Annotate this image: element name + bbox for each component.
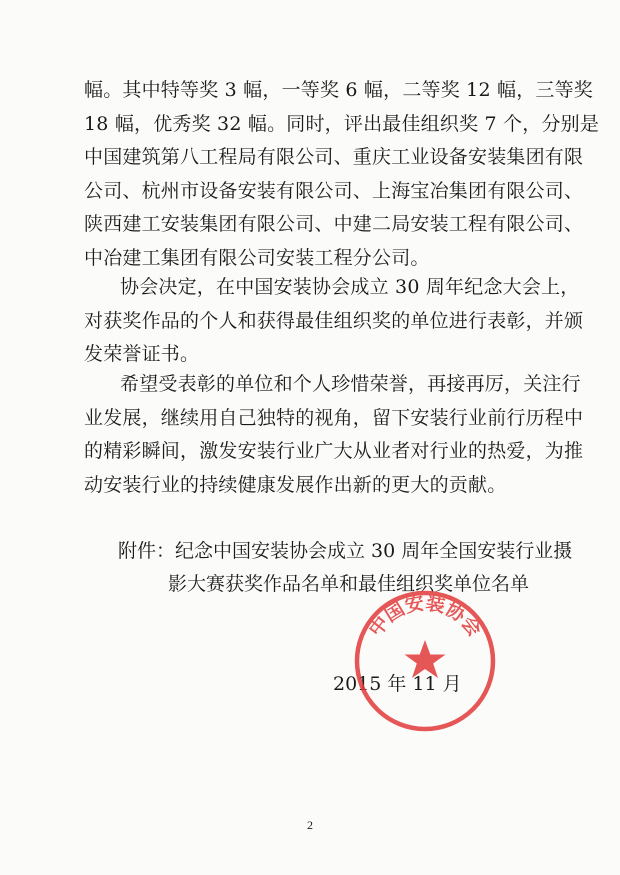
paragraph-commendation [84, 271, 584, 372]
text-line: 对获奖作品的个人和获得最佳组织奖的单位进行表彰，并颁 [84, 309, 584, 332]
issue-date: 2015 年 11 月 [333, 673, 462, 695]
attachment-line-1: 附件：纪念中国安装协会成立 30 周年全国安装行业摄 [118, 540, 573, 562]
text-line: 动安装行业的持续健康发展作出新的更大的贡献。 [84, 473, 507, 496]
text-line: 业发展，继续用自己独特的视角，留下安装行业前行历程中 [84, 406, 584, 429]
page-number: 2 [307, 818, 313, 832]
text-line: 希望受表彰的单位和个人珍惜荣誉，再接再厉，关注行 [120, 373, 581, 395]
text-line: 发荣誉证书。 [84, 343, 200, 365]
paragraph-hopes [84, 368, 584, 502]
seal-text: 中国安装协会 [364, 592, 486, 641]
text-line: 陕西建工安装集团有限公司、中建二局安装工程有限公司、 [84, 213, 584, 235]
official-seal-stamp [352, 588, 498, 734]
text-line: 协会决定，在中国安装协会成立 30 周年纪念大会上， [120, 276, 580, 298]
text-line: 的精彩瞬间，激发安装行业广大从业者对行业的热爱，为推 [84, 440, 584, 462]
seal-star-icon [405, 640, 446, 678]
text-line: 公司、杭州市设备安装有限公司、上海宝冶集团有限公司、 [84, 179, 584, 202]
text-line: 幅。其中特等奖 3 幅，一等奖 6 幅，二等奖 12 幅，三等奖 [84, 79, 593, 101]
text-line: 中国建筑第八工程局有限公司、重庆工业设备安装集团有限 [84, 146, 584, 168]
text-line: 中冶建工集团有限公司安装工程分公司。 [84, 246, 430, 269]
attachment-line-2: 影大赛获奖作品名单和最佳组织奖单位名单 [168, 573, 530, 595]
text-line: 18 幅，优秀奖 32 幅。同时，评出最佳组织奖 7 个，分别是 [84, 112, 600, 135]
paragraph-award-summary [84, 74, 600, 275]
